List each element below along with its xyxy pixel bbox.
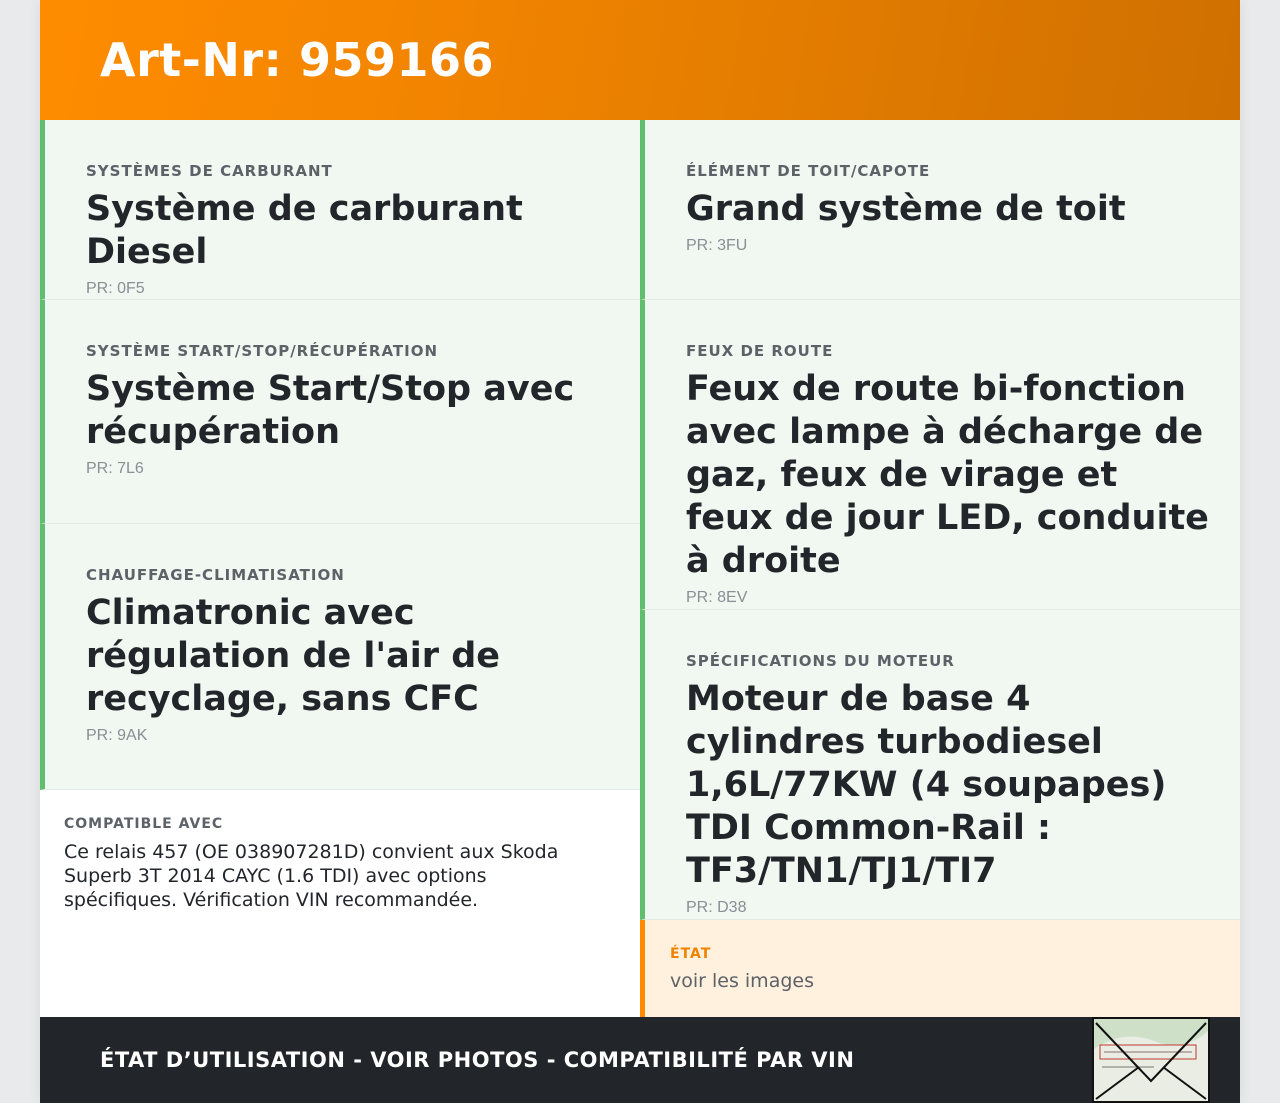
product-sheet: [40, 0, 1240, 1103]
article-number-title: Art-Nr: 959166: [100, 33, 495, 87]
option-title: Système Start/Stop avec récupération: [86, 369, 575, 452]
option-title: Feux de route bi-fonction avec lampe à décharge de gaz, feux de virage et feux de jour LED, conduite à droite: [686, 369, 1209, 581]
option-label: CHAUFFAGE-CLIMATISATION: [86, 566, 345, 584]
condition-text: voir les images: [670, 970, 814, 992]
condition-label: ÉTAT: [670, 946, 712, 962]
option-card-engine: [640, 610, 1240, 920]
option-pr-code: PR: 0F5: [86, 280, 145, 297]
condition-box: [640, 920, 1240, 1017]
option-pr-code: PR: D38: [686, 899, 747, 916]
envelope-image-thumbnail[interactable]: [1092, 1017, 1210, 1103]
option-card-start-stop: [40, 300, 640, 524]
option-pr-code: PR: 9AK: [86, 727, 148, 744]
option-card-fuel: [40, 120, 640, 300]
right-column: [640, 120, 1240, 1017]
option-pr-code: PR: 7L6: [86, 460, 144, 477]
option-title: Grand système de toit: [686, 189, 1126, 229]
option-title: Système de carburant Diesel: [86, 189, 523, 272]
option-label: SPÉCIFICATIONS DU MOTEUR: [686, 652, 955, 670]
option-label: FEUX DE ROUTE: [686, 342, 834, 360]
header-banner: [40, 0, 1240, 120]
option-card-climate: [40, 524, 640, 790]
options-grid: [40, 120, 1240, 1017]
compatibility-box: [40, 790, 640, 1017]
option-title: Climatronic avec régulation de l'air de recyclage, sans CFC: [86, 593, 501, 719]
option-pr-code: PR: 8EV: [686, 589, 748, 606]
compatibility-text: Ce relais 457 (OE 038907281D) convient aux Skoda Superb 3T 2014 CAYC (1.6 TDI) avec options spécifiques. Vérification VIN recommandée.: [64, 841, 559, 911]
envelope-icon: [1094, 1019, 1208, 1101]
compatibility-label: COMPATIBLE AVEC: [64, 816, 224, 832]
footer-bar: [40, 1017, 1240, 1103]
option-card-headlights: [640, 300, 1240, 610]
option-title: Moteur de base 4 cylindres turbodiesel 1,6L/77KW (4 soupapes) TDI Common-Rail : TF3/TN1/TJ1/TI7: [686, 679, 1167, 891]
left-column: [40, 120, 640, 1017]
option-pr-code: PR: 3FU: [686, 237, 748, 254]
option-label: ÉLÉMENT DE TOIT/CAPOTE: [686, 162, 931, 180]
option-card-roof: [640, 120, 1240, 300]
footer-text: ÉTAT D’UTILISATION - VOIR PHOTOS - COMPATIBILITÉ PAR VIN: [100, 1048, 855, 1072]
option-label: SYSTÈME START/STOP/RÉCUPÉRATION: [86, 342, 439, 360]
option-label: SYSTÈMES DE CARBURANT: [86, 162, 333, 180]
